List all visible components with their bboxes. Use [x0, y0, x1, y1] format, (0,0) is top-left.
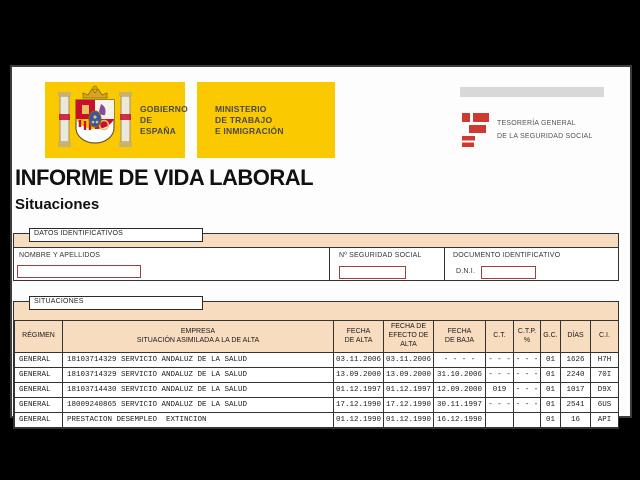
- cell-ci: D9X: [591, 383, 619, 398]
- cell-efecto: 01.12.1990: [384, 413, 434, 428]
- divider: [329, 248, 330, 280]
- cell-dias: 1626: [561, 353, 591, 368]
- table-row: [15, 398, 619, 413]
- cell-baja: 16.12.1990: [434, 413, 486, 428]
- page-subtitle: Situaciones: [15, 196, 100, 213]
- column-header-9: C.I.: [591, 321, 619, 353]
- cell-ct: - - -: [486, 353, 514, 368]
- gobierno-line1: GOBIERNO: [140, 103, 188, 114]
- table-row: [15, 353, 619, 368]
- datos-identificativos-section: [13, 230, 619, 281]
- situaciones-table: [14, 320, 619, 428]
- cell-ctp: - - -: [514, 353, 541, 368]
- column-header-1: EMPRESA SITUACIÓN ASIMILADA A LA DE ALTA: [63, 321, 334, 353]
- cell-ci: H7H: [591, 353, 619, 368]
- column-header-4: FECHA DE BAJA: [434, 321, 486, 353]
- tgss-line1: TESORERÍA GENERAL: [497, 120, 576, 127]
- column-header-2: FECHA DE ALTA: [334, 321, 384, 353]
- situaciones-section: [13, 298, 619, 429]
- cell-efecto: 03.11.2006: [384, 353, 434, 368]
- cell-gc: 01: [541, 383, 561, 398]
- tgss-line2: DE LA SEGURIDAD SOCIAL: [497, 133, 593, 140]
- divider: [444, 248, 445, 280]
- cell-alta: 17.12.1990: [334, 398, 384, 413]
- cell-baja: 31.10.2006: [434, 368, 486, 383]
- tgss-label: [497, 117, 592, 143]
- cell-ci: 70I: [591, 368, 619, 383]
- cell-ct: - - -: [486, 398, 514, 413]
- gobierno-line2: DE ESPAÑA: [140, 114, 176, 136]
- cell-empresa: PRESTACION DESEMPLEO EXTINCION: [63, 413, 334, 428]
- table-row: [15, 383, 619, 398]
- tgss-gray-bar: [460, 87, 604, 97]
- column-header-6: C.T.P. %: [514, 321, 541, 353]
- cell-ct: - - -: [486, 368, 514, 383]
- ministerio-line3: E INMIGRACIÓN: [215, 125, 284, 136]
- situaciones-tab: SITUACIONES: [29, 296, 203, 310]
- cell-gc: 01: [541, 353, 561, 368]
- cell-baja: 12.09.2000: [434, 383, 486, 398]
- dni-label: D.N.I.: [456, 268, 476, 275]
- cell-empresa: 18103714329 SERVICIO ANDALUZ DE LA SALUD: [63, 353, 334, 368]
- cell-ci: API: [591, 413, 619, 428]
- cell-dias: 2240: [561, 368, 591, 383]
- cell-gc: 01: [541, 368, 561, 383]
- cell-regimen: GENERAL: [15, 398, 63, 413]
- cell-ctp: - - -: [514, 383, 541, 398]
- column-header-5: C.T.: [486, 321, 514, 353]
- cell-gc: 01: [541, 413, 561, 428]
- cell-alta: 01.12.1990: [334, 413, 384, 428]
- cell-efecto: 01.12.1997: [384, 383, 434, 398]
- coat-of-arms-icon: [57, 84, 133, 156]
- cell-alta: 01.12.1997: [334, 383, 384, 398]
- datos-identificativos-tab: DATOS IDENTIFICATIVOS: [29, 228, 203, 242]
- cell-empresa: 18103714430 SERVICIO ANDALUZ DE LA SALUD: [63, 383, 334, 398]
- cell-ctp: - - -: [514, 398, 541, 413]
- cell-ctp: - - -: [514, 368, 541, 383]
- cell-ctp: [514, 413, 541, 428]
- cell-efecto: 17.12.1990: [384, 398, 434, 413]
- cell-alta: 03.11.2006: [334, 353, 384, 368]
- nombre-redaction-box: [17, 265, 141, 278]
- tgss-logo-icon: [462, 113, 490, 147]
- table-row: [15, 413, 619, 428]
- cell-empresa: 18009240865 SERVICIO ANDALUZ DE LA SALUD: [63, 398, 334, 413]
- page-title: INFORME DE VIDA LABORAL: [15, 165, 314, 190]
- nss-redaction-box: [339, 266, 406, 279]
- ministerio-logo-box: [197, 82, 335, 158]
- situaciones-rows: [15, 353, 619, 428]
- cell-efecto: 13.09.2000: [384, 368, 434, 383]
- cell-empresa: 18103714329 SERVICIO ANDALUZ DE LA SALUD: [63, 368, 334, 383]
- nss-label: Nº SEGURIDAD SOCIAL: [339, 252, 422, 259]
- cell-regimen: GENERAL: [15, 413, 63, 428]
- gobierno-logo-box: [45, 82, 188, 158]
- table-header-row: [15, 321, 619, 353]
- cell-alta: 13.09.2000: [334, 368, 384, 383]
- dni-redaction-box: [481, 266, 536, 279]
- column-header-0: RÉGIMEN: [15, 321, 63, 353]
- nombre-label: NOMBRE Y APELLIDOS: [19, 252, 101, 259]
- cell-dias: 2541: [561, 398, 591, 413]
- cell-regimen: GENERAL: [15, 368, 63, 383]
- column-header-3: FECHA DE EFECTO DE ALTA: [384, 321, 434, 353]
- cell-regimen: GENERAL: [15, 383, 63, 398]
- cell-baja: 30.11.1997: [434, 398, 486, 413]
- cell-ct: [486, 413, 514, 428]
- ministerio-line2: DE TRABAJO: [215, 114, 273, 125]
- table-row: [15, 368, 619, 383]
- ministerio-line1: MINISTERIO: [215, 103, 267, 114]
- cell-gc: 01: [541, 398, 561, 413]
- cell-regimen: GENERAL: [15, 353, 63, 368]
- column-header-8: DÍAS: [561, 321, 591, 353]
- column-header-7: G.C.: [541, 321, 561, 353]
- documento-label: DOCUMENTO IDENTIFICATIVO: [453, 252, 561, 259]
- cell-ct: 019: [486, 383, 514, 398]
- cell-baja: - - - -: [434, 353, 486, 368]
- cell-dias: 16: [561, 413, 591, 428]
- cell-dias: 1017: [561, 383, 591, 398]
- cell-ci: 6US: [591, 398, 619, 413]
- document-page: [10, 65, 632, 424]
